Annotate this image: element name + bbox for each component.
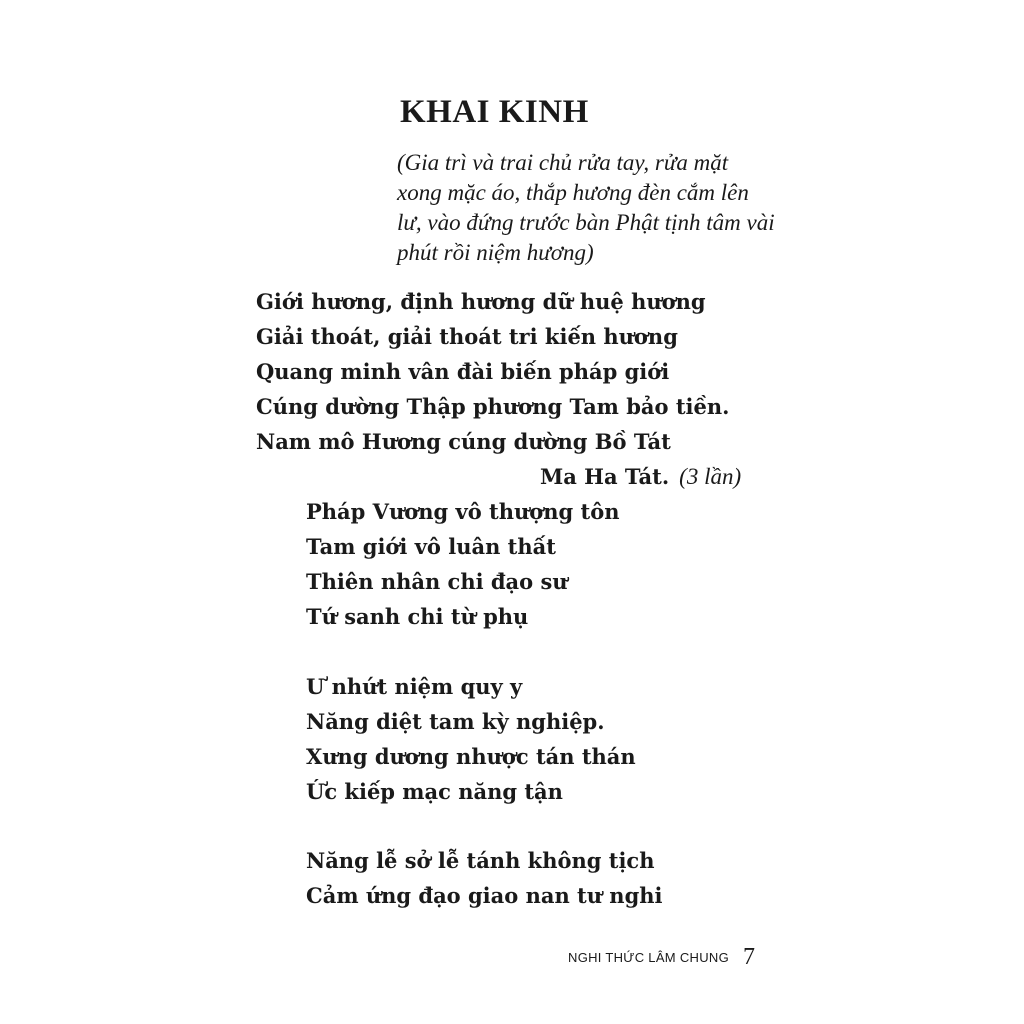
- stanza-1: [306, 494, 620, 634]
- verse-line-continuation: [540, 459, 741, 495]
- verse-line: Năng lễ sở lễ tánh không tịch: [306, 848, 655, 873]
- verse-line: Ư nhứt niệm quy y: [306, 674, 523, 699]
- page-title: KHAI KINH: [400, 94, 589, 130]
- verse-line: Quang minh vân đài biến pháp giới: [256, 359, 670, 384]
- verse-line: Tam giới vô luân thất: [306, 534, 556, 559]
- verse-line: Cúng dường Thập phương Tam bảo tiền.: [256, 394, 730, 419]
- running-title: NGHI THỨC LÂM CHUNG: [568, 950, 730, 965]
- verse-line: Thiên nhân chi đạo sư: [306, 569, 568, 594]
- repeat-note: (3 lần): [679, 464, 742, 489]
- page-number: 7: [743, 944, 756, 970]
- verse-line: Nam mô Hương cúng dường Bồ Tát: [256, 429, 671, 454]
- incense-verse: [256, 284, 729, 459]
- verse-line-end: Ma Ha Tát.: [540, 464, 670, 489]
- verse-line: Tứ sanh chi từ phụ: [306, 604, 529, 629]
- verse-line: Giới hương, định hương dữ huệ hương: [256, 289, 706, 314]
- verse-line: Ức kiếp mạc năng tận: [306, 779, 563, 804]
- stanza-2: [306, 669, 636, 809]
- verse-line: Xưng dương nhược tán thán: [306, 744, 636, 769]
- verse-line: Cảm ứng đạo giao nan tư nghi: [306, 883, 663, 908]
- verse-line: Pháp Vương vô thượng tôn: [306, 499, 620, 524]
- verse-line: Giải thoát, giải thoát tri kiến hương: [256, 324, 678, 349]
- ritual-instruction: (Gia trì và trai chủ rửa tay, rửa mặt xong mặc áo, thắp hương đèn cắm lên lư, vào đứng trước bàn Phật tịnh tâm vài phút rồi niệm hương): [397, 150, 775, 265]
- verse-line: Năng diệt tam kỳ nghiệp.: [306, 709, 605, 734]
- page-footer: [568, 944, 755, 971]
- stanza-3: [306, 843, 663, 913]
